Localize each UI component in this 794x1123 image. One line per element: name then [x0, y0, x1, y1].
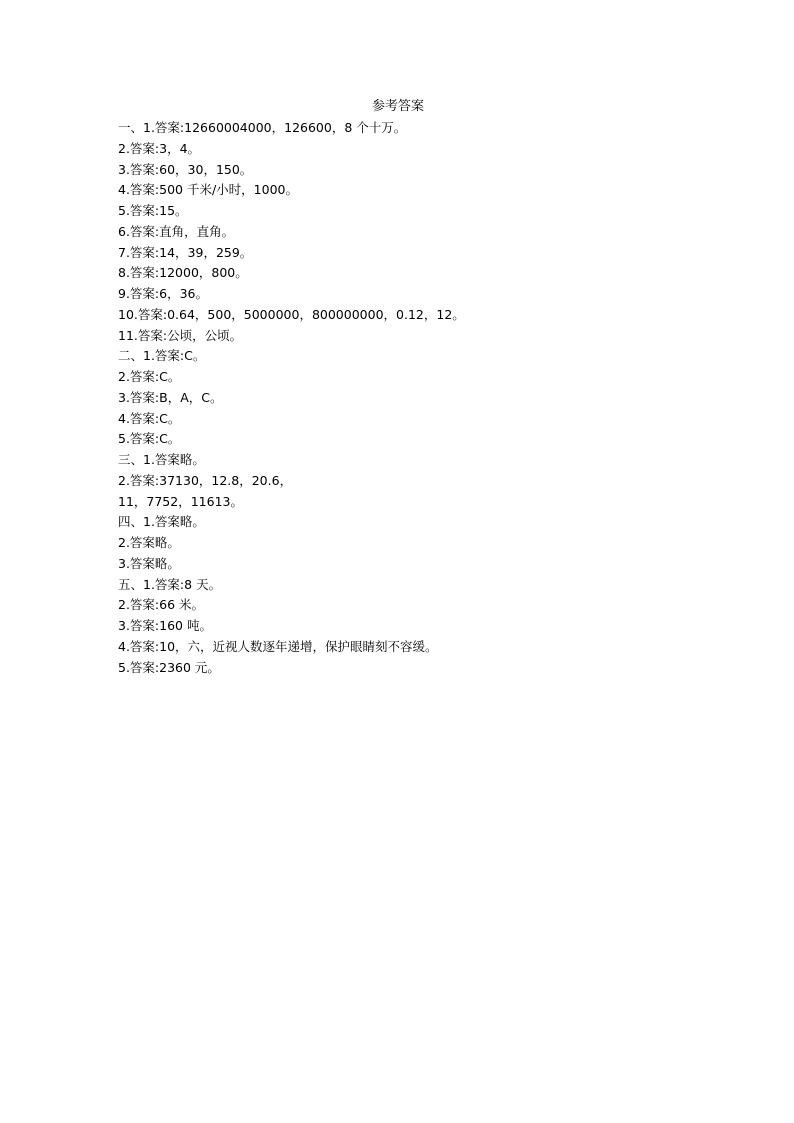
answer-line: 9.答案:6，36。: [118, 286, 208, 301]
answer-line: 三、1.答案略。: [118, 452, 205, 467]
answer-line: 7.答案:14，39，259。: [118, 244, 253, 260]
answer-line: 五、1.答案:8 天。: [118, 576, 222, 592]
answer-list: [118, 118, 738, 678]
answer-line: 4.答案:10，六，近视人数逐年递增，保护眼睛刻不容缓。: [118, 638, 438, 654]
answer-line: 6.答案:直角，直角。: [118, 223, 235, 239]
answer-line: 10.答案:0.64，500，5000000，800000000，0.12，12。: [118, 306, 465, 322]
answer-line: 2.答案:66 米。: [118, 597, 205, 613]
answer-line: 2.答案:37130，12.8，20.6，: [118, 472, 293, 488]
page-title-text: 参考答案: [371, 99, 424, 114]
page-title: [0, 98, 794, 116]
answer-line: 11，7752，11613。: [118, 493, 243, 509]
answer-line: 4.答案:500 千米/小时，1000。: [118, 182, 298, 198]
answer-line: 5.答案:15。: [118, 203, 188, 218]
answer-line: 3.答案略。: [118, 555, 180, 571]
answer-line: 3.答案:B，A，C。: [118, 389, 223, 405]
answer-line: 一、1.答案:12660004000，126600，8 个十万。: [118, 120, 407, 135]
answer-line: 2.答案略。: [118, 535, 180, 550]
answer-line: 3.答案:160 吨。: [118, 618, 212, 633]
answer-line: 3.答案:60，30，150。: [118, 161, 253, 177]
answer-line: 四、1.答案略。: [118, 514, 205, 530]
answer-line: 2.答案:3，4。: [118, 140, 201, 156]
answer-line: 5.答案:2360 元。: [118, 659, 220, 675]
answer-line: 2.答案:C。: [118, 369, 181, 384]
answer-line: 5.答案:C。: [118, 431, 181, 447]
answer-line: 4.答案:C。: [118, 410, 181, 426]
answer-line: 二、1.答案:C。: [118, 348, 206, 364]
answer-line: 8.答案:12000，800。: [118, 265, 248, 281]
answer-line: 11.答案:公顷，公顷。: [118, 327, 243, 343]
